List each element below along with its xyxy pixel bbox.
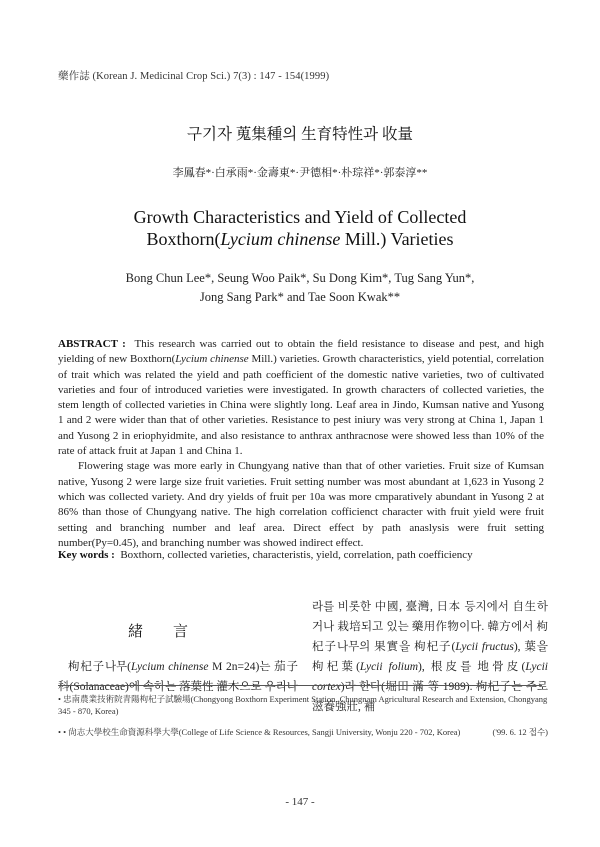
abstract-paragraph-2: Flowering stage was more early in Chungyang native than that of other varieties. Fruit size of Kumsan native, Yusong 2 were large size fruit varieties. Fruit setting number was most abundant at 1,623 in Yusong 2 which was collected variety. And dry yields of fruit per 10a was more cmparatively abundant in Yusong 2 at 86% than those of Chungyang native. The high correlation cofficienct character with fruit yield were fruit setting and branching number and leaf area. Direct effect by path anaslysis were fruit setting number(Py=0.45), and branching number was showed indirect effect. <box>58 460 544 549</box>
english-title-line2: Boxthorn(Lycium chinense Mill.) Varieties <box>146 229 454 249</box>
journal-citation: 藥作誌 (Korean J. Medicinal Crop Sci.) 7(3) : 147 - 154(1999) <box>58 71 330 82</box>
english-title <box>40 206 560 250</box>
keywords-label: Key words : <box>58 549 115 561</box>
species-name: Lycium chinense <box>220 229 341 249</box>
abstract-paragraph-1: ABSTRACT : This research was carried out to obtain the field resistance to disease and pest, and high yielding of new Boxthorn(Lycium chinense Mill.) varieties. Growth characteristics, yield potential, correlation of trait which was related the yield and path coefficient of the domestic native varieties, two of cultivated varieties and four of introduced varieties were investigated. In growth characters of collected varieties, the stem length of collected varieties in China were slightly long. Leaf area in Jindo, Kumsan native and Yusong 1 and 2 were wider than that of other varieties. Resistance to pest iniury was very strong at China 1, Japan 1 and Yusong 2 in eriophyidmite, and also resistance to anthrax anthracnose were showed less than 10% of the rate of attack fruit at Japan 1 and China 1. <box>58 338 544 458</box>
abstract <box>58 337 544 551</box>
footnote-affiliation-1: • 忠南農業技術院青陽枸杞子試驗場(Chongyong Boxthorn Experiment Station, Chungnam Agricultural Research and Extension, Chongyang 345 - 870, Korea) <box>58 694 548 716</box>
abstract-label: ABSTRACT : <box>58 338 126 350</box>
body-left-column: 枸杞子나무(Lycium chinense M 2n=24)는 茄子科(Solanaceae)에 속하는 落葉性 灌木으로 우리나 <box>58 661 298 693</box>
footnote-affiliation-2: • • 尙志大學校生命資源科學大學(College of Life Science & Resources, Sangji University, Wonju 220 - 702, Korea) ('99. 6. 12 접수) <box>58 727 548 737</box>
keywords <box>58 549 544 561</box>
english-title-line1: Growth Characteristics and Yield of Collected <box>133 207 467 227</box>
section-heading: 緒言 <box>127 624 218 640</box>
page-number: - 147 - <box>285 796 315 808</box>
korean-title: 구기자 蒐集種의 生育特性과 收量 <box>187 126 413 143</box>
received-date: ('99. 6. 12 접수) <box>492 727 548 737</box>
body-right-column: 라를 비롯한 中國, 臺灣, 日本 등지에서 自生하거나 栽培되고 있는 藥用作物이다. 韓方에서 枸杞子나무의 果實을 枸杞子(Lycii fructus), 葉을 枸杞葉(Lycii folium), 根皮를 地骨皮(Lycii cortex)라 한다(堀田 滿 等 1989). 枸杞子는 주로 滋養強壯, 補 <box>312 601 548 713</box>
english-authors: Bong Chun Lee*, Seung Woo Paik*, Su Dong Kim*, Tug Sang Yun*, Jong Sang Park* and Tae Soon Kwak** <box>125 271 475 304</box>
footnote-divider <box>58 685 542 686</box>
korean-authors: 李鳳春*·白承雨*·金壽東*·尹德相*·朴琮祥*·郭泰淳** <box>172 167 428 179</box>
keywords-text: Boxthorn, collected varieties, characteristis, yield, correlation, path coefficiency <box>120 549 473 561</box>
